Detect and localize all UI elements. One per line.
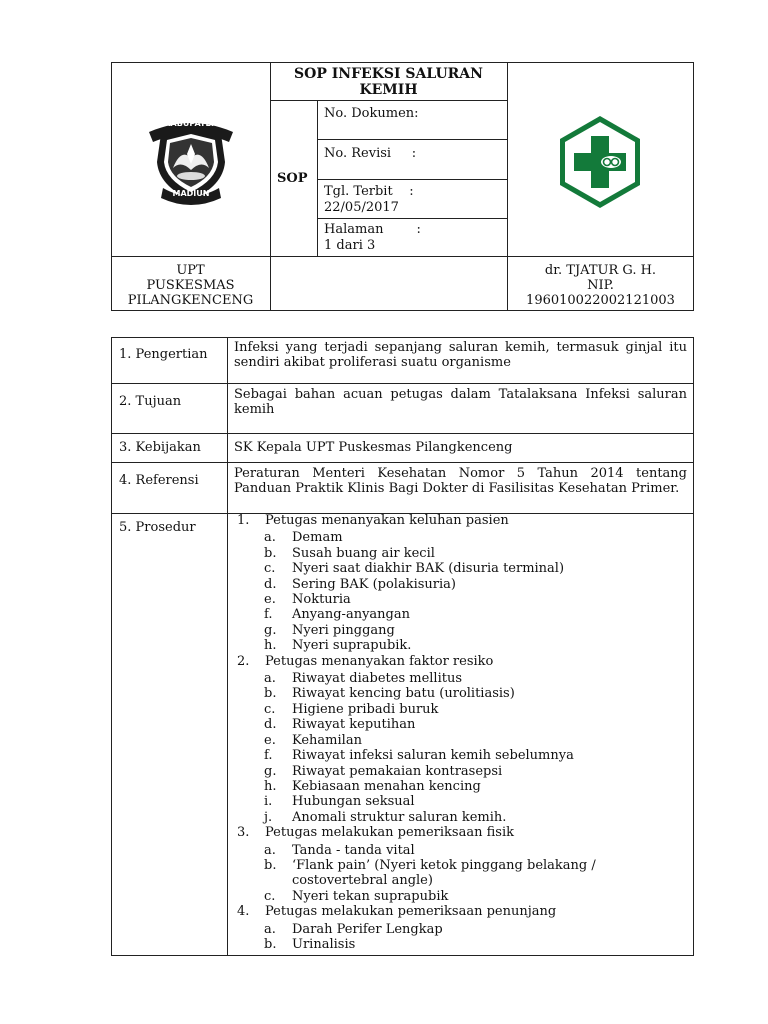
list-item: c. Nyeri tekan suprapubik (264, 888, 449, 904)
section-label: 4. Referensi (119, 473, 199, 488)
seal-bottom-text: MADIUN (172, 189, 210, 198)
tgl-terbit-label: Tgl. Terbit : (324, 184, 414, 199)
list-item: a. Darah Perifer Lengkap (264, 921, 443, 937)
section-content: SK Kepala UPT Puskesmas Pilangkenceng (234, 440, 513, 455)
list-item: e. Nokturia (264, 592, 351, 608)
list-item: f. Riwayat infeksi saluran kemih sebelumnya (264, 748, 574, 764)
halaman-value: 1 dari 3 (324, 238, 376, 253)
section-content: Infeksi yang terjadi sepanjang saluran kemih, termasuk ginjal itu sendiri akibat proliferasi suatu organisme (234, 340, 687, 370)
signer-nip-label: NIP. (587, 278, 614, 293)
no-revisi-label: No. Revisi : (324, 146, 417, 161)
list-item: c. Higiene pribadi buruk (264, 701, 439, 717)
list-item: g. Nyeri pinggang (264, 622, 395, 638)
document-title: SOP INFEKSI SALURAN KEMIH (294, 66, 483, 98)
sop-label: SOP (277, 171, 308, 186)
step-text: Petugas melakukan pemeriksaan fisik (265, 825, 514, 841)
seal-top-text: KABUPATEN (164, 119, 218, 128)
procedure-step (234, 825, 689, 840)
step-items (234, 843, 689, 905)
signer-nip: 196010022002121003 (526, 293, 675, 308)
list-item: i. Hubungan seksual (264, 794, 415, 810)
signer-block (508, 263, 693, 308)
procedure-list (234, 513, 689, 952)
list-item: a. Riwayat diabetes mellitus (264, 671, 463, 687)
list-item: h. Kebiasaan menahan kencing (264, 778, 481, 794)
list-item: h. Nyeri suprapubik. (264, 638, 412, 654)
list-item: b. Urinalisis (264, 936, 356, 952)
step-text: Petugas menanyakan faktor resiko (265, 653, 494, 669)
step-number: 2. (237, 653, 250, 669)
list-item: b. Riwayat kencing batu (urolitiasis) (264, 686, 515, 702)
section-label: 3. Kebijakan (119, 440, 201, 455)
list-item: c. Nyeri saat diakhir BAK (disuria terminal) (264, 561, 565, 577)
step-number: 1. (237, 513, 250, 528)
org-name: UPT PUSKESMAS PILANGKENCENG (127, 263, 254, 308)
section-content: Peraturan Menteri Kesehatan Nomor 5 Tahun 2014 tentang Panduan Praktik Klinis Bagi Dokter di Fasilisitas Kesehatan Primer. (234, 466, 687, 496)
list-item: b. Susah buang air kecil (264, 545, 435, 561)
list-item: j. Anomali struktur saluran kemih. (264, 809, 507, 825)
step-text: Petugas melakukan pemeriksaan penunjang (265, 904, 557, 920)
list-item: f. Anyang-anyangan (264, 607, 410, 623)
list-item: a. Demam (264, 530, 343, 546)
list-item: d. Sering BAK (polakisuria) (264, 576, 456, 592)
section-label: 5. Prosedur (119, 520, 196, 535)
list-item: a. Tanda - tanda vital (264, 842, 415, 858)
list-item: b. ‘Flank pain’ (Nyeri ketok pinggang belakang / costovertebral angle) (264, 857, 596, 889)
signer-name: dr. TJATUR G. H. (544, 263, 657, 278)
tgl-terbit-value: 22/05/2017 (324, 200, 399, 215)
step-items (234, 922, 689, 953)
step-items (234, 671, 689, 825)
step-number: 3. (237, 825, 250, 841)
step-text: Petugas menanyakan keluhan pasien (265, 513, 509, 528)
list-item: e. Kehamilan (264, 732, 362, 748)
procedure-step (234, 904, 689, 919)
step-items (234, 530, 689, 653)
section-label: 2. Tujuan (119, 394, 182, 409)
procedure-step (234, 654, 689, 669)
list-item: g. Riwayat pemakaian kontrasepsi (264, 763, 503, 779)
no-dokumen-label: No. Dokumen: (324, 106, 419, 121)
section-content: Sebagai bahan acuan petugas dalam Tatalaksana Infeksi saluran kemih (234, 387, 687, 417)
puskesmas-cross-logo-icon (552, 114, 648, 210)
step-number: 4. (237, 904, 250, 920)
halaman-label: Halaman : (324, 222, 421, 237)
list-item: d. Riwayat keputihan (264, 717, 416, 733)
procedure-step (234, 513, 689, 528)
section-label: 1. Pengertian (119, 347, 208, 362)
